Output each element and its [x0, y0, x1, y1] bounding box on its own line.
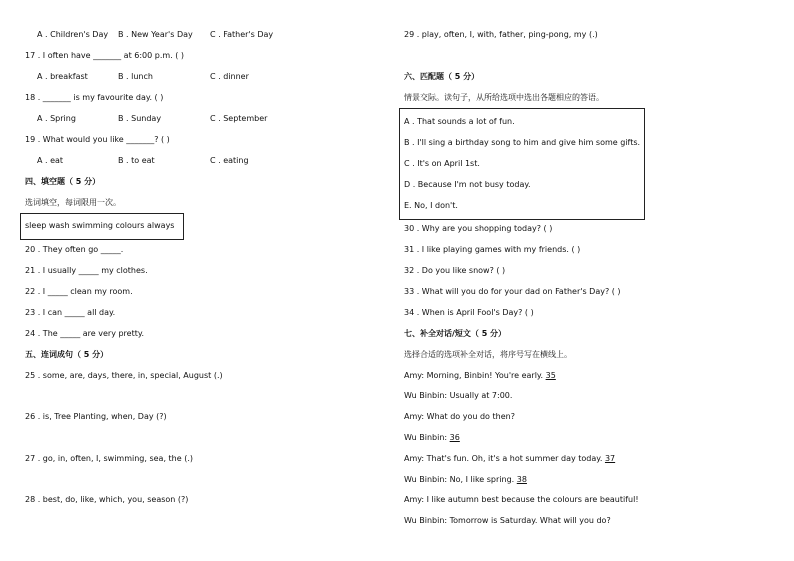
dialogue-line-5: [404, 454, 615, 464]
question-22: 22 . I _____ clean my room.: [25, 287, 133, 296]
section-4-instruction: 选词填空，每词限用一次。: [25, 198, 121, 207]
dialogue-line-6: [404, 475, 527, 485]
match-option-b: B . I'll sing a birthday song to him and give him some gifts.: [404, 138, 641, 147]
section-7-instruction: 选择合适的选项补全对话，将序号写在横线上。: [404, 350, 572, 359]
question-18: 18 . _______ is my favourite day. ( ): [25, 93, 164, 102]
dialogue-line-7: Amy: I like autumn best because the colours are beautiful!: [404, 495, 639, 504]
dialogue-text: Wu Binbin: No, I like spring.: [404, 475, 515, 484]
blank-35: 35: [545, 371, 556, 380]
q16-option-a: A . Children's Day: [37, 30, 109, 39]
question-25: 25 . some, are, days, there, in, special, August (.): [25, 371, 223, 380]
match-option-c: C . It's on April 1st.: [404, 159, 480, 168]
section-5-title: 五、连词成句（ 5 分）: [25, 350, 109, 359]
match-option-d: D . Because I'm not busy today.: [404, 180, 531, 189]
question-31: 31 . I like playing games with my friends. ( ): [404, 245, 581, 254]
section-7-title: 七、补全对话/短文（ 5 分）: [404, 329, 507, 338]
question-32: 32 . Do you like snow? ( ): [404, 266, 506, 275]
blank-37: 37: [604, 454, 616, 463]
question-23: 23 . I can _____ all day.: [25, 308, 116, 317]
dialogue-line-8: Wu Binbin: Tomorrow is Saturday. What will you do?: [404, 516, 611, 525]
q18-option-b: B . Sunday: [118, 114, 162, 123]
word-bank-box: [20, 213, 184, 240]
question-17: 17 . I often have _______ at 6:00 p.m. ( ): [25, 51, 185, 60]
q19-option-b: B . to eat: [118, 156, 155, 165]
q18-option-a: A . Spring: [37, 114, 76, 123]
question-20: 20 . They often go _____.: [25, 245, 124, 254]
q17-option-b: B . lunch: [118, 72, 153, 81]
question-29: 29 . play, often, I, with, father, ping-pong, my (.): [404, 30, 598, 39]
blank-38: 38: [516, 475, 527, 484]
section-6-title: 六、匹配题（ 5 分）: [404, 72, 480, 81]
match-option-e: E. No, I don't.: [404, 201, 458, 210]
section-4-title: 四、填空题（ 5 分）: [25, 177, 101, 186]
q18-option-c: C . September: [210, 114, 268, 123]
q19-option-c: C . eating: [210, 156, 249, 165]
question-24: 24 . The _____ are very pretty.: [25, 329, 144, 338]
question-34: 34 . When is April Fool's Day? ( ): [404, 308, 534, 317]
q16-option-b: B . New Year's Day: [118, 30, 193, 39]
blank-36: 36: [449, 433, 460, 442]
dialogue-line-1: [404, 371, 556, 381]
dialogue-text: Amy: That's fun. Oh, it's a hot summer day today.: [404, 454, 603, 463]
q17-option-c: C . dinner: [210, 72, 249, 81]
matching-options-box: [399, 108, 645, 220]
word-bank-text: sleep wash swimming colours always: [25, 221, 175, 230]
section-6-instruction: 情景交际。读句子，从所给选项中选出各题相应的答语。: [404, 93, 604, 102]
question-30: 30 . Why are you shopping today? ( ): [404, 224, 553, 233]
dialogue-line-3: Amy: What do you do then?: [404, 412, 515, 421]
question-26: 26 . is, Tree Planting, when, Day (?): [25, 412, 167, 421]
question-19: 19 . What would you like _______? ( ): [25, 135, 170, 144]
dialogue-line-4: [404, 433, 460, 443]
question-33: 33 . What will you do for your dad on Father's Day? ( ): [404, 287, 621, 296]
q19-option-a: A . eat: [37, 156, 64, 165]
q17-option-a: A . breakfast: [37, 72, 88, 81]
match-option-a: A . That sounds a lot of fun.: [404, 117, 515, 126]
question-27: 27 . go, in, often, I, swimming, sea, the (.): [25, 454, 193, 463]
dialogue-text: Wu Binbin:: [404, 433, 448, 442]
dialogue-line-2: Wu Binbin: Usually at 7:00.: [404, 391, 513, 400]
question-21: 21 . I usually _____ my clothes.: [25, 266, 148, 275]
question-28: 28 . best, do, like, which, you, season (?): [25, 495, 189, 504]
q16-option-c: C . Father's Day: [210, 30, 274, 39]
dialogue-text: Amy: Morning, Binbin! You're early.: [404, 371, 544, 380]
